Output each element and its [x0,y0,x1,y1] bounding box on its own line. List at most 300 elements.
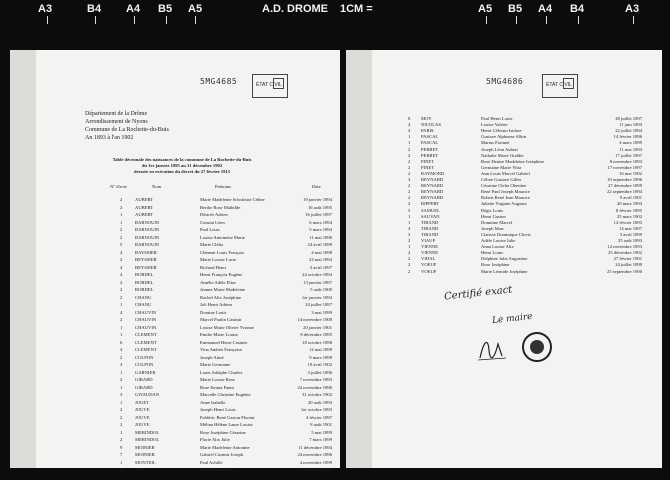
surname: REYNARD [421,177,444,182]
given-names: Berthe Rose Mathilde [200,204,241,210]
surname: VIAUP [421,238,436,243]
table-row [346,208,662,214]
surname: PARIS [421,128,434,134]
given-names: Joli Henri Adrien [200,302,232,307]
surname: PASCAL [421,140,439,146]
surname: GIRARD [135,384,153,390]
act-number: 2 [408,170,411,176]
birth-date: 20 août 1893 [308,399,332,405]
act-number: 1 [120,212,123,217]
given-names: Jean Louis Marcel Gabriel [481,170,530,176]
given-names: Doraine Louis [200,309,227,315]
birth-date: 20 mars 1893 [616,201,642,207]
column-header: Nom [152,184,162,189]
birth-date: 7 mars 1899 [309,437,332,442]
birth-date: 8 février 1895 [615,207,642,213]
certification-handwriting: Certifié exact [443,284,513,303]
given-names: Marie Germaine [200,362,231,367]
table-row [346,189,662,195]
table-row [10,422,340,428]
given-names: Mélina Hélène Laure Louise [200,422,253,427]
birth-date: 22 juillet 1894 [615,128,642,134]
birth-date: 24 novembre 1896 [297,384,332,390]
table-row [346,171,662,177]
surname: PINET [421,164,435,170]
table-row [10,317,340,323]
surname: TIRAND [421,219,439,225]
given-names: Anne Isabelle [200,399,226,405]
surname: SAMUEL [421,207,440,213]
act-number: 4 [408,122,411,128]
act-number: 8 [408,116,411,121]
given-names: Rose Joséphine [481,262,510,268]
surname: RAYMOND [421,170,445,176]
birth-date: 24 novembre 1896 [297,452,332,457]
header-line: Arrondissement de Nyons [85,119,148,125]
birth-date: 11 mai 1896 [309,234,332,240]
act-number: 2 [408,164,411,170]
scale-tick [486,16,487,24]
table-row [346,159,662,165]
document-code: 5MG4685 [200,77,238,86]
given-names: Amélie Adèle Elise [200,279,236,285]
act-number: 4 [120,309,123,315]
table-row [346,140,662,146]
act-number: 2 [120,257,123,262]
act-number: 1 [408,213,411,219]
paper-size-label: A5 [188,3,203,15]
table-row [346,214,662,220]
table-row [346,269,662,275]
given-names: Florie Alix Julie [200,437,230,442]
table-row [346,220,662,226]
table-row [10,242,340,248]
act-number: 2 [120,287,123,292]
header-line: Département de la Drôme [85,111,148,117]
given-names: Marie Clélia [200,242,224,247]
given-names: Joseph Marc [481,225,505,231]
birth-date: 12 mai 1899 [309,347,332,352]
mayor-handwriting: Le maire [491,311,533,327]
act-number: 2 [408,189,411,195]
given-names: Rose Emma Fanni [200,384,234,390]
birth-date: 5 août 1900 [310,287,332,292]
stamp-box-icon [563,78,574,89]
birth-date: 19 septembre 1896 [607,177,642,182]
given-names: Juliette Virginie Augusta [481,201,527,207]
surname: CHANU [135,294,152,300]
given-names: Clément Louis François [200,249,245,255]
surname: BEYSSIER [135,264,157,270]
given-names: Rose Denise Madeleine Joséphine [481,158,544,164]
given-names: Paul Henri Louis [481,116,513,121]
table-row [10,287,340,293]
given-names: Henri Louis [481,250,504,256]
given-names: Rose Joséphine Césarine [200,429,246,435]
table-subtitle: du 1er janvier 1893 au 31 décembre 1902 [141,163,223,168]
given-names: Constat Léon [200,219,225,225]
scale-tick [516,16,517,24]
stamp-box-icon [273,78,284,89]
birth-date: 27 février 1901 [613,256,642,262]
table-row [346,147,662,153]
given-names: Henri François Eugène [200,272,243,277]
birth-date: 11 mai 1893 [619,146,642,152]
birth-date: 9 avril 1901 [619,195,642,201]
given-names: Louisa Antoinette Marie [200,234,245,240]
document-code: 5MG4686 [486,77,524,86]
surname: CHANU [135,302,152,307]
surname: MOY [421,116,432,121]
birth-date: 18 octobre 1898 [302,339,332,345]
table-row [10,385,340,391]
act-number: 1 [408,134,411,140]
surname: CLEMENT [135,347,157,352]
birth-date: 8 décembre 1895 [300,332,332,337]
given-names: Anna Louise Alix [481,244,514,250]
birth-date: 12 novembre 1893 [607,244,642,250]
given-names: Domnine Marcel [481,219,513,225]
birth-date: 25 décembre 1902 [608,250,642,256]
etat-civil-stamp [252,74,288,98]
surname: GARNIER [135,369,156,375]
table-row [10,250,340,256]
given-names: Désirée Adrien [200,212,228,217]
birth-date: 14 novembre 1900 [297,317,332,322]
table-row [10,377,340,383]
act-number: 2 [408,152,411,158]
given-names: Nathalie Marie Oraldie [481,152,524,158]
act-number: 1 [120,384,123,390]
surname: VIENNE [421,250,439,256]
birth-date: 8 août 1901 [310,422,332,427]
birth-date: 25 août 1893 [618,238,642,243]
surname: REYNARD [421,183,444,189]
surname: MERINDOL [135,437,160,442]
given-names: Rachel Alix Joséphine [200,294,242,300]
surname: REYNARD [421,195,444,201]
act-number: 3 [408,177,411,182]
surname: PERRET [421,146,439,152]
surname: VOEUF [421,262,437,268]
table-row [10,332,340,338]
scale-tick [166,16,167,24]
table-row [10,437,340,443]
birth-date: 1er janvier 1894 [301,294,332,300]
table-row [346,122,662,128]
given-names: Céline Gustave Gilles [481,177,522,182]
table-row [346,128,662,134]
act-number: 1 [120,332,123,337]
header-line: Commune de La Rochette-du-Buis [85,127,169,133]
paper-size-label: A3 [625,3,640,15]
surname: JOUVE [135,414,150,420]
act-number: 4 [120,347,123,352]
birth-date: 5 mai 1899 [311,429,332,435]
table-row [10,392,340,398]
table-row [346,256,662,262]
act-number: 1 [120,459,123,465]
surname: CHAUVIN [135,324,157,330]
given-names: Paul Achille [200,459,223,465]
stamp-label: ÉTAT CIVIL [256,82,282,88]
act-number: 1 [120,429,123,435]
surname: VIDAL [421,256,436,262]
given-names: René Paul Joseph Maurice [481,189,530,195]
given-names: Marcelle Christine Eugénie [200,392,251,397]
surname: PINET [421,158,435,164]
table-row [346,244,662,250]
table-row [346,226,662,232]
act-number: 9 [120,444,123,450]
scale-tick [95,16,96,24]
table-row [10,370,340,376]
birth-date: 17 juillet 1897 [615,152,642,158]
birth-date: 6 mars 1894 [309,219,332,225]
act-number: 2 [120,407,123,412]
given-names: Marie Madeleine Scholastie Céline [200,197,265,202]
given-names: Marie Léonide Joséphine [481,268,528,274]
birth-date: 31 octobre 1902 [302,392,332,397]
birth-date: 17 novembre 1897 [607,164,642,170]
act-number: 6 [120,339,123,345]
table-row [10,302,340,308]
scale-tick [134,16,135,24]
table-row [10,445,340,451]
table-row [10,340,340,346]
given-names: Gustave Alphonse Albin [481,134,526,140]
etat-civil-stamp [542,74,578,98]
given-names: Louise Marie Olivier Yvonne [200,324,254,330]
table-row [10,227,340,233]
birth-date: 27 décembre 1899 [608,183,642,189]
birth-date: 11 décembre 1894 [298,444,332,450]
table-row [10,460,340,466]
table-row [10,347,340,353]
act-number: 1 [408,140,411,146]
birth-date: 1er octobre 1893 [300,407,332,412]
header-line: An 1893 à l'an 1902 [85,135,134,141]
birth-date: 8 novembre 1893 [609,158,642,164]
mayor-signature-icon [476,334,510,364]
surname: CHAUVIN [135,317,157,322]
act-number: 1 [408,219,411,225]
given-names: Jeanne Marie Madeleine [200,287,246,292]
surname: NICOLAS [421,122,441,128]
surname: PERRET [421,152,439,158]
surname: TIRAND [421,225,439,231]
table-row [10,362,340,368]
surname: BARNOUIN [135,227,160,232]
surname: BARNOUIN [135,234,160,240]
column-header: N° d'acte [110,184,127,189]
given-names: Marie Madeleine Antonine [200,444,250,450]
table-row [346,195,662,201]
table-row [10,265,340,271]
table-row [346,232,662,238]
table-row [10,280,340,286]
birth-date: 22 septembre 1894 [607,189,642,195]
given-names: Joseph Henri Louis [200,407,236,412]
table-row [346,201,662,207]
table-row [346,165,662,171]
birth-date: 11 juin 1893 [618,122,642,128]
given-names: Delphine Julie Augustine [481,256,528,262]
act-number: 3 [408,231,411,237]
birth-date: 13 janvier 1897 [303,279,332,285]
act-number: 2 [120,204,123,210]
table-row [346,153,662,159]
given-names: Henri Gaston [481,213,506,219]
act-number: 2 [120,377,123,382]
mairie-seal-icon [522,332,552,362]
act-number: 4 [408,128,411,134]
paper-size-label: A3 [38,3,53,15]
surname: BORDEL [135,287,154,292]
birth-date: 25 mars 1902 [616,213,642,219]
act-number: 1 [120,399,123,405]
act-number: 1 [408,244,411,250]
surname: VOEUF [421,268,437,274]
birth-date: 4 novembre 1899 [299,459,332,465]
birth-date: 16 août 1895 [308,204,332,210]
surname: MOINIER [135,444,155,450]
table-row [10,407,340,413]
table-row [10,205,340,211]
surname: REYNARD [421,189,444,195]
surname: GIVAUDAN [135,392,160,397]
birth-date: 16 mai 1902 [619,170,642,176]
given-names: Germaine Marie Yitta [481,164,522,170]
given-names: Robert René Jean Maurice [481,195,530,201]
given-names: Paul Louis [200,227,220,232]
act-number: 5 [408,207,411,213]
surname: MERINDOL [135,429,160,435]
given-names: Louis Adolphe Charles [200,369,243,375]
paper-size-label: B5 [508,3,523,15]
given-names: Emmanuel Henri Casimir [200,339,248,345]
act-number: 1 [120,219,123,225]
paper-size-label: A5 [478,3,493,15]
birth-date: 19 janvier 1894 [303,197,332,202]
table-row [10,272,340,278]
surname: BARNOUIN [135,242,160,247]
scale-tick [578,16,579,24]
surname: MOINIER [135,452,155,457]
given-names: Régis Louis [481,207,504,213]
column-header: Date [312,184,321,189]
table-row [10,355,340,361]
paper-size-label: A4 [538,3,553,15]
surname: TIRAND [421,231,439,237]
birth-date: 16 juillet 1897 [305,212,332,217]
birth-date: 25 septembre 1900 [607,268,642,274]
table-row [10,430,340,436]
table-row [346,134,662,140]
given-names: Adèle Louise Julie [481,238,516,243]
table-row [10,220,340,226]
act-number: 3 [120,362,123,367]
act-number: 2 [120,354,123,360]
surname: CLEMENT [135,339,157,345]
surname: JOUVE [135,422,150,427]
birth-date: 4 mai 1898 [311,249,332,255]
scale-tick [633,16,634,24]
act-number: 2 [120,294,123,300]
surname: COLPON [135,354,154,360]
act-number: 2 [120,414,123,420]
act-number: 1 [120,369,123,375]
right-register-page [346,50,662,468]
table-row [10,452,340,458]
act-number: 2 [120,422,123,427]
act-number: 2 [408,158,411,164]
act-number: 2 [120,437,123,442]
act-number: 4 [120,272,123,277]
surname: CLEMENT [135,332,157,337]
act-number: 2 [408,146,411,152]
birth-date: 24 juillet 1897 [305,302,332,307]
act-number: 2 [408,250,411,256]
table-row [346,250,662,256]
birth-date: 14 mai 1897 [619,225,642,231]
act-number: 2 [408,268,411,274]
surname: RIPPERT [421,201,440,207]
table-row [10,197,340,203]
birth-date: 5 mars 1894 [309,227,332,232]
birth-date: 3 mai 1899 [311,309,332,315]
act-number: 3 [120,392,123,397]
column-header: Prénoms [215,184,232,189]
surname: JOUET [135,399,150,405]
act-number: 2 [120,197,123,202]
act-number: 2 [120,234,123,240]
table-title: Table décennale des naissances de la commune de La Rochette-du-Buis [112,157,252,162]
given-names: Marie Louise Julie [200,467,235,472]
birth-date: 24 mai 1894 [309,257,332,262]
birth-date: 4 mars 1899 [619,140,642,146]
birth-date: 20 janvier 1901 [303,324,332,330]
table-row [346,116,662,122]
surname: AUBERT [135,204,154,210]
table-row [10,400,340,406]
surname: PASCAL [421,134,439,140]
given-names: Joseph Léon Aubert [481,146,518,152]
act-number: 3 [408,225,411,231]
act-number: 1 [120,302,123,307]
paper-size-label: B4 [570,3,585,15]
given-names: Emilie Marie Louise [200,332,239,337]
surname: MOY [135,467,146,472]
birth-date: 9 mars 1899 [309,354,332,360]
act-number: 2 [408,183,411,189]
given-names: Césarine Clelia Obertine [481,183,527,189]
act-number: 2 [408,195,411,201]
surname: GIRARD [135,377,153,382]
act-number: 1 [120,324,123,330]
birth-date: 14 février 1896 [613,134,642,140]
birth-date: 4 février 1897 [305,414,332,420]
surname: BORDEL [135,272,154,277]
birth-date: 14 février 1893 [613,219,642,225]
birth-date: 3 avril 1897 [309,264,332,270]
paper-size-label: A4 [126,3,141,15]
birth-date: 28 juillet 1897 [615,116,642,121]
given-names: Louise Valérie [481,122,508,128]
act-number: 2 [120,279,123,285]
surname: AUBERT [135,212,154,217]
archive-name: A.D. DROME [262,3,328,15]
